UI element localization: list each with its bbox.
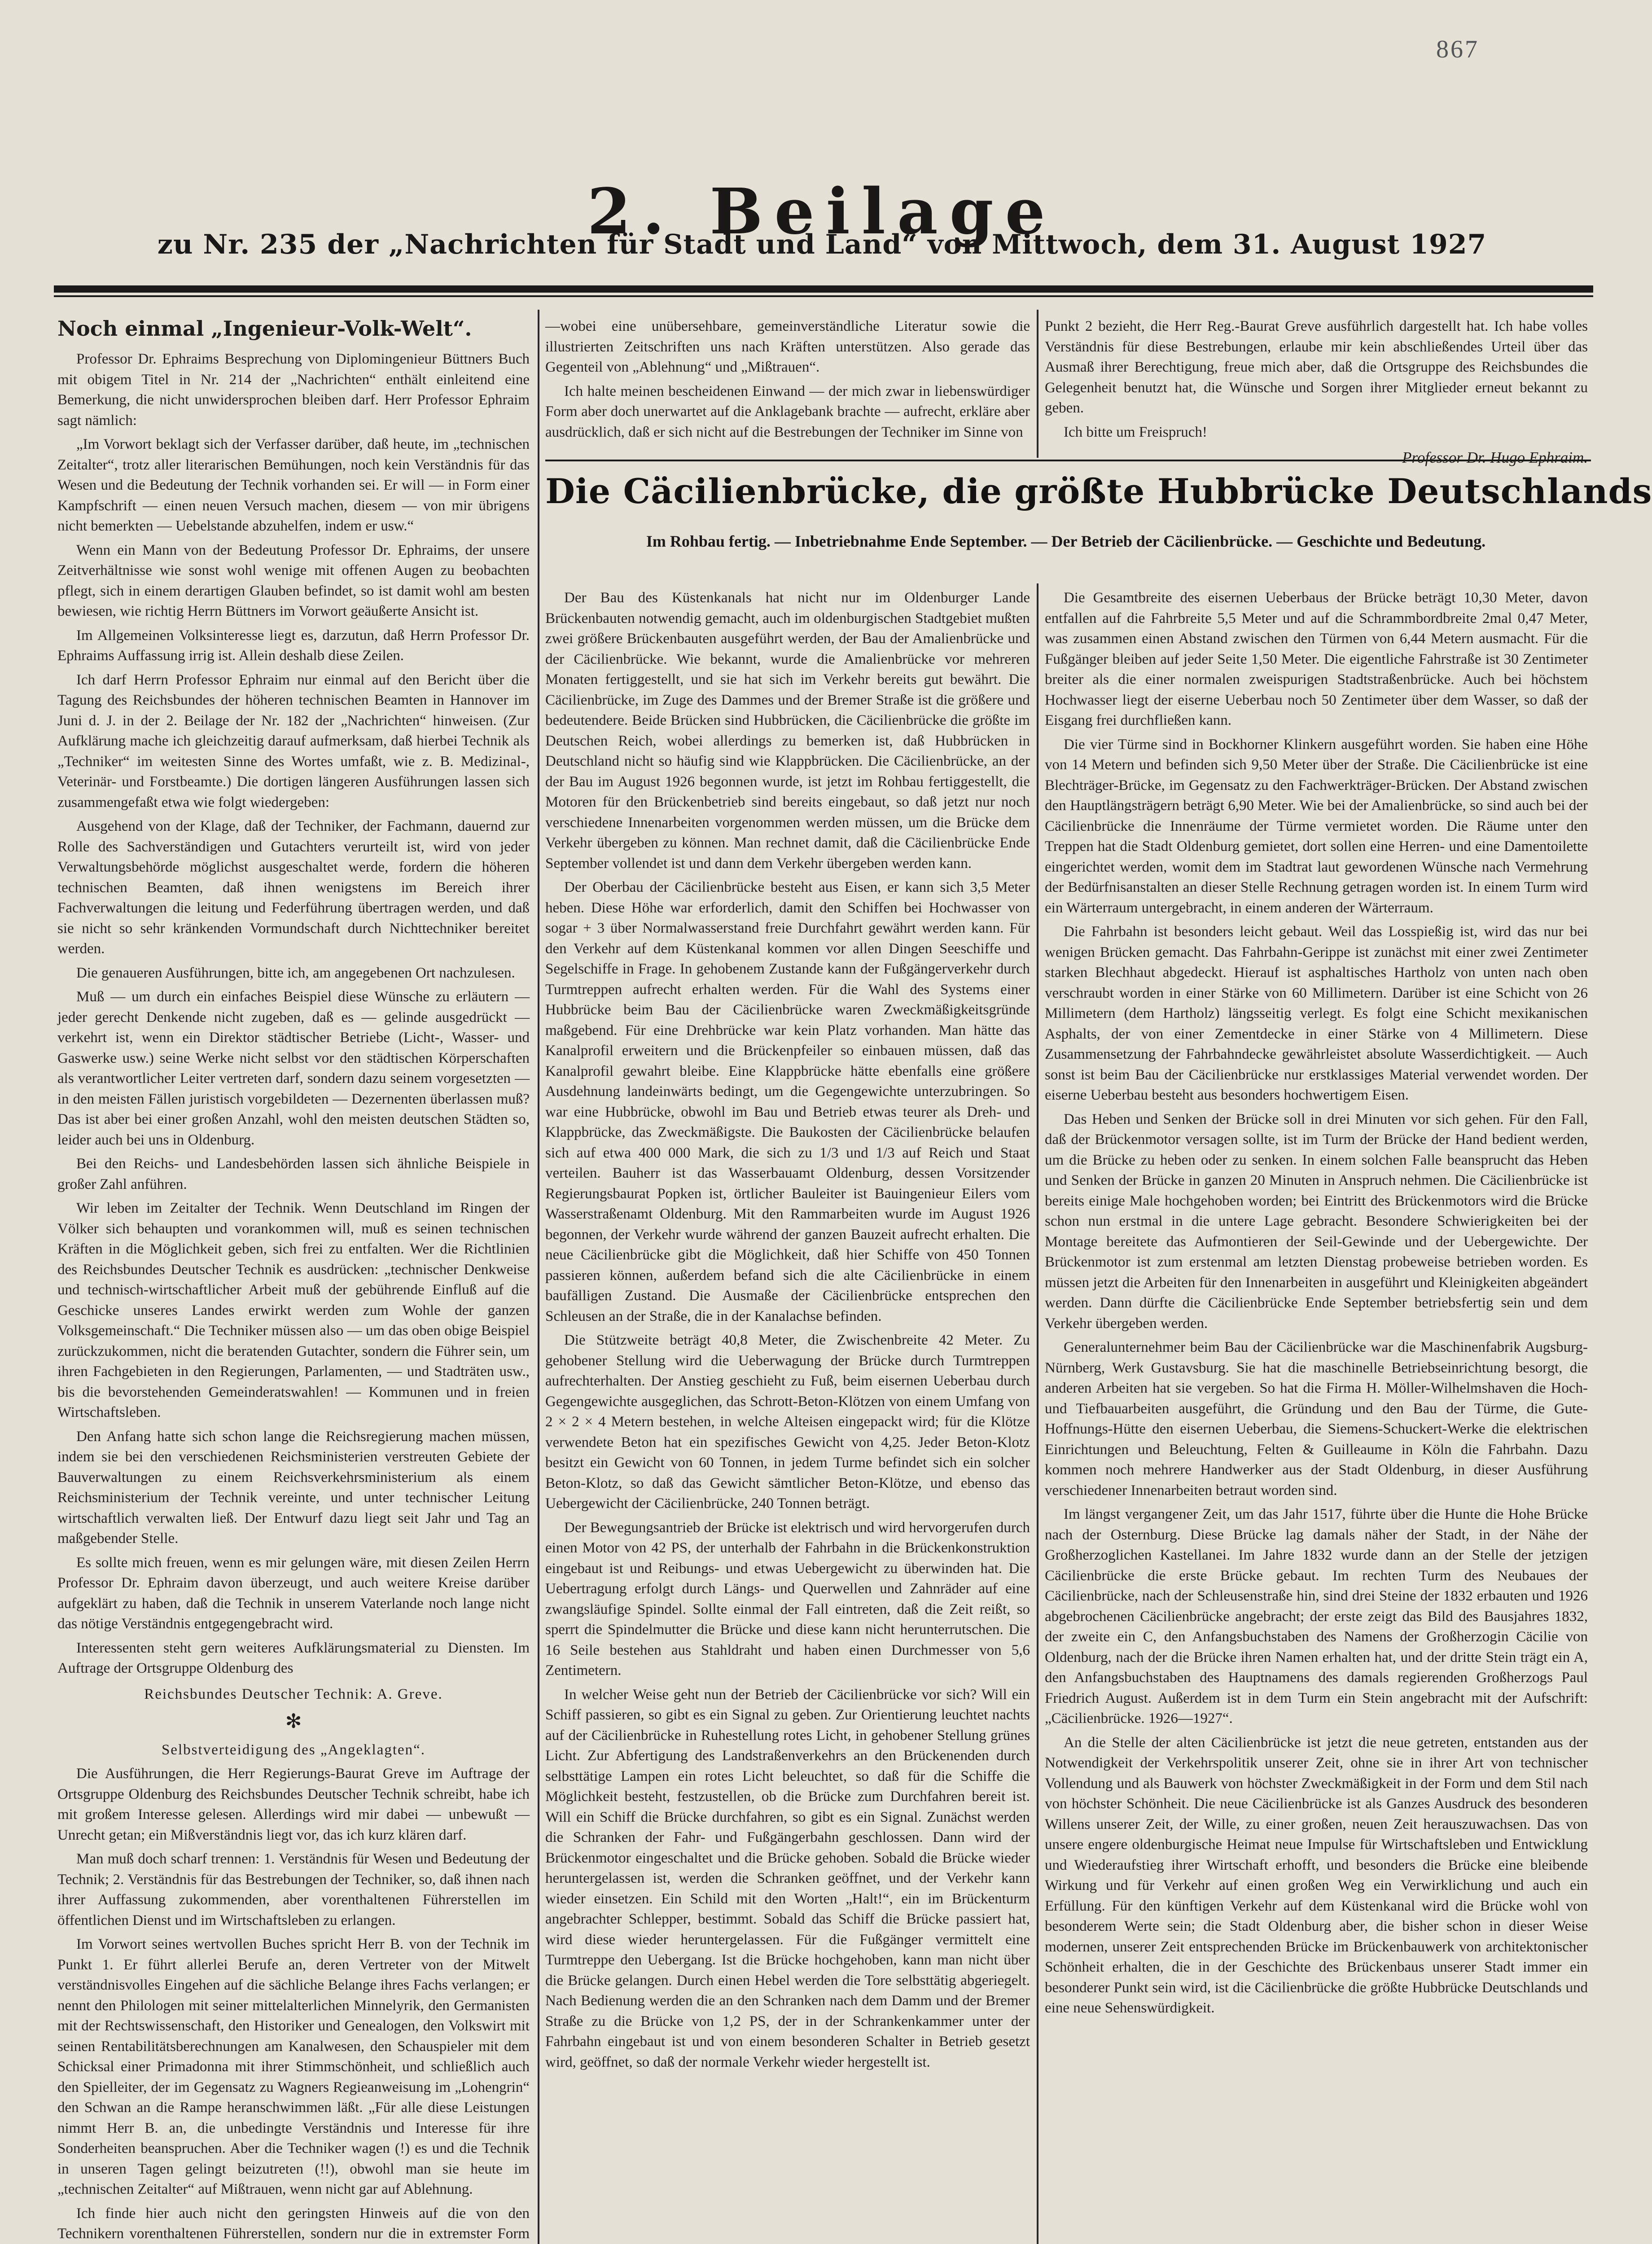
paragraph: Die genaueren Ausführungen, bitte ich, am angegebenen Ort nachzulesen. [76,964,515,981]
section-asterisk: ✻ [285,1709,302,1733]
article-column-right [1045,588,1588,2244]
paragraph: Wenn ein Mann von der Bedeutung Professor Dr. Ephraims, der unsere Zeitverhältnisse wie sonst wohl wenige mit offenen Augen zu beobachten pflegt, sich in einem derartigen Glauben befindet, so ist damit wohl am besten bewiesen, wie richtig Herrn Büttners im Vorwort geäußerte Ansicht ist. [57,542,530,620]
paragraph: Man muß doch scharf trennen: 1. Verständnis für Wesen und Bedeutung der Technik; 2. Verständnis für das Bestrebungen der Techniker, so, daß ihnen nach ihrer Auffassung zukommenden, aber vorenthaltenen Führerstellen im öffentlichen Dienst und im Wirtschaftsleben zu erlangen. [57,1851,530,1928]
column-divider-right [1037,583,1039,2244]
header-rule-thick [54,285,1593,293]
paragraph: Generalunternehmer beim Bau der Cäcilienbrücke war die Maschinenfabrik Augsburg-Nürnberg, Werk Gustavsburg. Sie hat die maschinelle Betriebseinrichtung besorgt, die anderen Arbeiten hat sie vergeben. So hat die Firma H. Möller-Wilhelmshaven die Hoch- und Tiefbauarbeiten ausgeführt, die Gründung und den Bau der Türme, die Gute-Hoffnungs-Hütte den eisernen Ueberbau, die Siemens-Schuckert-Werke die elektrischen Einrichtungen und Beleuchtung, Felten & Guilleaume in Köln die Fahrbahn. Dazu kommen noch mehrere Handwerker aus der Stadt Oldenburg, in dieser Ausführung verschiedener Innenarbeiten betraut worden sind. [1045,1339,1588,1499]
section-heading-selbstverteidigung: Selbstverteidigung des „Angeklagten“. [161,1741,426,1758]
paragraph: Punkt 2 bezieht, die Herr Reg.-Baurat Greve ausführlich dargestellt hat. Ich habe volles Verständnis für diese Bestrebungen, erlaube mir kein abschließendes Urteil über das Ausmaß ihrer Berechtigung, freue mich aber, daß die Ortsgruppe des Reichsbundes die Gelegenheit benutzt hat, die Wünsche und Sorgen ihrer Mitglieder erneut bekannt zu geben. [1045,318,1588,416]
paragraph: Die Ausführungen, die Herr Regierungs-Baurat Greve im Auftrage der Ortsgruppe Oldenburg des Reichsbundes Deutscher Technik schreibt, habe ich mit großem Interesse gelesen. Allerdings wird mir dabei — unbewußt — Unrecht getan; ein Mißverständnis liegt vor, das ich kurz klären darf. [57,1766,530,1843]
paragraph: An die Stelle der alten Cäcilienbrücke ist jetzt die neue getreten, entstanden aus der Notwendigkeit der Verkehrspolitik unserer Zeit, ohne sie in ihrer Art von technischer Vollendung und als Bauwerk von höchster Zweckmäßigkeit in der Form und dem Stil nach von höchster Schönheit. Die neue Cäcilienbrücke ist als Ganzes Ausdruck des besonderen Willens unserer Zeit, der Wille, zu einer großen, neuen Zeit herauszuwachsen. Das von unsere engere oldenburgische Heimat neue Impulse für Wirtschaftsleben und Entwicklung und Wiederaufstieg ihrer Wirtschaft erhofft, und besonders die Brücke eine bleibende Wirkung und für Verkehr auf einen großen Weg ein Verwirklichung und auch ein Erfüllung. Für den künftigen Verkehr auf dem Küstenkanal wird die Brücke wohl von besonderem Werte sein; die Stadt Oldenburg aber, die bisher schon in dieser Weise modernen, unserer Zeit entsprechenden Brücke im Brückenbauwerk von architektonischer Schönheit erhalten, die in der Geschichte des Brückenbaus unserer Stadt immer ein besonderer Punkt sein wird, ist die Cäcilienbrücke die größte Hubbrücke Deutschlands und eine neue Sehenswürdigkeit. [1045,1734,1588,2016]
paragraph: Im längst vergangener Zeit, um das Jahr 1517, führte über die Hunte die Hohe Brücke nach der Osternburg. Diese Brücke lag damals näher der Stadt, in der Nähe der Großherzoglichen Kastellanei. Im Jahre 1832 wurde dann an der Stelle der jetzigen Cäcilienbrücke die erste Brücke gebaut. Im rechten Turm des Neubaues der Cäcilienbrücke, nach der Schleusenstraße hin, sind drei Steine der 1832 erbauten und 1926 abgebrochenen Cäcilienbrücke angebracht; der erste zeigt das Bild des Bausjahres 1832, der zweite ein C, den Anfangsbuchstaben des Namens der Großherzogin Cäcilie von Oldenburg, nach der die Brücke ihren Namen erhalten hat, und der dritte Stein trägt ein A, den Anfangsbuchstaben des Hauptnamens des damals regierenden Großherzogs Paul Friedrich August. Außerdem ist in dem Turm ein Stein angebracht mit der Aufschrift: „Cäcilienbrücke. 1926—1927“. [1045,1506,1588,1727]
paragraph: Professor Dr. Ephraims Besprechung von Diplomingenieur Büttners Buch mit obigem Titel in Nr. 214 der „Nachrichten“ enthält einleitend eine Bemerkung, die nicht unwidersprochen bleiben darf. Herr Professor Ephraim sagt nämlich: [57,351,530,429]
paragraph: Die Stützweite beträgt 40,8 Meter, die Zwischenbreite 42 Meter. Zu gehobener Stellung wird die Ueberwagung der Brücke durch Turmtreppen aufrechterhalten. Der Anstieg geschieht zu Fuß, beim eisernen Ueberbau durch Gegengewichte ausgeglichen, das Schrott-Beton-Klötzen von einem Umfang von 2 × 2 × 4 Metern bestehen, in welche Alteisen eingepackt wird; für die Klötze verwendete Beton hat ein spezifisches Gewicht von 4,25. Jeder Beton-Klotz besitzt ein Gewicht von 60 Tonnen, in jedem Turme befindet sich ein solcher Beton-Klotz, so daß das Gewicht sämtlicher Beton-Klötze, und ebenso das Uebergewicht der Cäcilienbrücke, 240 Tonnen beträgt. [545,1332,1030,1512]
paragraph: Interessenten steht gern weiteres Aufklärungsmaterial zu Diensten. Im Auftrage der Ortsgruppe Oldenburg des [57,1639,530,1677]
paragraph: —wobei eine unübersehbare, gemeinverständliche Literatur sowie die illustrierten Zeitschriften uns nach Kräften unterstützen. Also gerade das Gegenteil von „Ablehnung“ und „Mißtrauen“. [545,318,1030,375]
signature-ephraim: Professor Dr. Hugo Ephraim. [1402,449,1588,466]
paragraph: „Im Vorwort beklagt sich der Verfasser darüber, daß heute, im „technischen Zeitalter“, trotz aller literarischen Bemühungen, noch kein Verständnis für das Wesen und die Bedeutung der Technik vorhanden sei. Er will — in Form einer Kampfschrift — einen neuen Versuch machen, diesem — von mir übrigens nicht bemerkten — Uebelstande abzuhelfen, indem er usw.“ [57,436,530,535]
header-rule-thin [54,295,1593,297]
supplement-subtitle: zu Nr. 235 der „Nachrichten für Stadt und Land“ von Mittwoch, dem 31. August 1927 [157,229,1487,260]
paragraph: Ich halte meinen bescheidenen Einwand — der mich zwar in liebenswürdiger Form aber doch unerwartet auf die Anklagebank brachte — aufrecht, erkläre aber ausdrücklich, daß er sich nicht auf die Bestrebungen der Techniker im Sinne von [545,383,1030,440]
column-divider-left [538,310,539,2244]
article-headline: Die Cäcilienbrücke, die größte Hubbrücke Deutschlands [545,471,1652,511]
article-heading-ingenieur: Noch einmal „Ingenieur-Volk-Welt“. [57,316,472,341]
paragraph: Der Oberbau der Cäcilienbrücke besteht aus Eisen, er kann sich 3,5 Meter heben. Diese Höhe war erforderlich, damit den Schiffen bei Hochwasser von sogar + 3 über Normalwasserstand freie Durchfahrt gewährt werden kann. Für den Verkehr auf dem Küstenkanal kommen vor allen Dingen Seeschiffe und Segelschiffe in Frage. In gehobenem Zustande kann der Fußgängerverkehr durch Turmtreppen aufrecht erhalten werden. Für die Wahl des Systems einer Hubbrücke beim Bau der Cäcilienbrücke waren Zweckmäßigkeitsgründe maßgebend. Für eine Drehbrücke war kein Platz vorhanden. Man hätte das Kanalprofil erweitern und die Brückenpfeiler so einbauen müssen, daß das Kanalprofil gewahrt bleibe. Eine Klappbrücke hätte ebenfalls eine größere Ausdehnung landeinwärts bedingt, um die Gegengewichte unterzubringen. So war eine Hubbrücke, obwohl im Bau und Betrieb etwas teurer als Dreh- und Klappbrücke, das Zweckmäßigste. Die Baukosten der Cäcilienbrücke belaufen sich auf etwa 400 000 Mark, die sich zu 1/3 und 1/3 auf Reich und Staat verteilen. Bauherr ist das Wasserbauamt Oldenburg, dessen Vorsitzender Regierungsbaurat Popken ist, örtlicher Bauleiter ist Bauingenieur Eilers vom Wasserstraßenamt Oldenburg. Mit den Rammarbeiten wurde im August 1926 begonnen, der Verkehr wurde während der ganzen Bauzeit aufrecht erhalten. Die neue Cäcilienbrücke gibt die Möglichkeit, daß hier Schiffe von 450 Tonnen passieren können, außerdem befand sich die alte Cäcilienbrücke in einem baufälligen Zustand. Die Ausmaße der Cäcilienbrücke entsprechen den Schleusen an der Straße, die in der Kanalachse befinden. [545,879,1030,1324]
left-column [57,316,530,2244]
paragraph: Wir leben im Zeitalter der Technik. Wenn Deutschland im Ringen der Völker sich behaupten und vorankommen will, muß es seinen technischen Kräften in die Möglichkeit geben, sich frei zu entfalten. Wer die Richtlinien des Reichsbundes Deutscher Technik es ausdrücken: „technischer Denkweise und technisch-wirtschaftlicher Arbeit muß der gebührende Einfluß auf die Geschicke unseres Landes erwirkt werden zum Wohle der ganzen Volksgemeinschaft.“ Die Techniker müssen also — um das oben obige Beispiel zurückzukommen, nicht die beratenden Gutachter, sondern die Führer sein, um ihren Fachgebieten in den Regierungen, Parlamenten, — und Stadträten usw., bis die bevorstehenden Gemeinderatswahlen! — Kommunen und in freien Wirtschaftsleben. [57,1200,530,1421]
right-column-top [1045,316,1588,466]
page-number: 867 [1436,35,1479,63]
paragraph: Ich darf Herrn Professor Ephraim nur einmal auf den Bericht über die Tagung des Reichsbundes der höheren technischen Beamten in Hannover im Juni d. J. in der 2. Beilage der Nr. 182 der „Nachrichten“ hinweisen. (Zur Aufklärung mache ich gleichzeitig darauf aufmerksam, daß hierbei Technik als „Techniker“ im weitesten Sinne des Wortes umfaßt, wie z. B. Medizinal-, Veterinär- und Forstbeamte.) Die dortigen längeren Ausführungen lassen sich zusammengefaßt etwa wie folgt wiedergeben: [57,671,530,811]
paragraph: Den Anfang hatte sich schon lange die Reichsregierung machen müssen, indem sie bei den verschiedenen Reichsministerien verstreuten Gebiete der Bauverwaltungen zu einem Reichsverkehrsministerium als einem Reichsministerium der Technik vereinte, und unter technischer Leitung wirtschaftlich verwalten ließ. Der Entwurf dazu liegt seit Jahr und Tag an maßgebender Stelle. [57,1428,530,1547]
paragraph: Der Bewegungsantrieb der Brücke ist elektrisch und wird hervorgerufen durch einen Motor von 42 PS, der unterhalb der Fahrbahn in die Brückenkonstruktion eingebaut ist und Reibungs- und etwas Uebergewicht zu überwinden hat. Die Uebertragung erfolgt durch Längs- und Querwellen und Zahnräder auf eine zwangsläufige Spindel. Sollte einmal der Fall eintreten, daß die Zeit reißt, so sperrt die Spindelmutter die Brücke und diese kann nicht herunterrutschen. Die 16 Seile bestehen aus Stahldraht und haben einen Durchmesser von 5,6 Zentimetern. [545,1519,1030,1679]
column-divider-top-right [1037,310,1039,458]
paragraph: Ich finde hier auch nicht den geringsten Hinweis auf die von den Technikern vorenthaltenen Führerstellen, sondern nur die in extremster Form [57,2205,530,2242]
paragraph: Ich bitte um Freispruch! [1064,424,1207,440]
paragraph: Bei den Reichs- und Landesbehörden lassen sich ähnliche Beispiele in großer Zahl anführen. [57,1156,530,1192]
paragraph: Ausgehend von der Klage, daß der Techniker, der Fachmann, dauernd zur Rolle des Sachverständigen und Gutachters verurteilt ist, wird von jeder Verwaltungsbehörde möglichst ausgeschaltet werde, fordern die höheren technischen Beamten, daß ihnen wenigstens im Bereich ihrer Fachverwaltungen die leitung und Federführung übertragen werden, und daß sie nicht so sehr kränkenden Vormundschaft durch Nichttechniker bereitet werden. [57,818,530,957]
paragraph: Die vier Türme sind in Bockhorner Klinkern ausgeführt worden. Sie haben eine Höhe von 14 Metern und befinden sich 9,50 Meter über der Straße. Die Cäcilienbrücke ist eine Blechträger-Brücke, im Gegensatz zu den Fachwerkträger-Brücken. Der Abstand zwischen den Hauptlängsträgern beträgt 6,90 Meter. Wie bei der Amalienbrücke, so sind auch bei der Cäcilienbrücke die Innenräume der Türme vermietet worden. Die Räume unter den Treppen hat die Stadt Oldenburg gemietet, dort sollen eine Herren- und eine Damentoilette eingerichtet werden, womit dem im Stadtrat laut gewordenen Wünsche nach Vermehrung der Bedürfnisanstalten an dieser Stelle Rechnung getragen worden ist. In einem Turm wird ein Wärterraum untergebracht, in einem anderen der Wärterraum. [1045,736,1588,916]
article-column-middle [545,588,1030,2244]
paragraph: Die Gesamtbreite des eisernen Ueberbaus der Brücke beträgt 10,30 Meter, davon entfallen auf die Fahrbreite 5,5 Meter und auf die Schrammbordbreite 2mal 0,47 Meter, was zusammen einen Abstand zwischen den Türmen von 6,44 Metern ausmacht. Für die Fußgänger bleiben auf jeder Seite 1,50 Meter. Die eigentliche Fahrstraße ist 30 Zentimeter breiter als die einer normalen zweispurigen Stadtstraßenbrücke. Auch bei höchstem Hochwasser liegt der eiserne Ueberbau noch 50 Zentimeter über dem Wasser, so daß der Eisgang frei durchfließen kann. [1045,590,1588,728]
signature-greve: Reichsbundes Deutscher Technik: A. Greve. [144,1686,443,1702]
article-deck: Im Rohbau fertig. — Inbetriebnahme Ende September. — Der Betrieb der Cäcilienbrücke. — Geschichte und Bedeutung. [646,532,1486,550]
paragraph: Der Bau des Küstenkanals hat nicht nur im Oldenburger Lande Brückenbauten notwendig gemacht, auch im oldenburgischen Stadtgebiet mußten zwei größere Brückenbauten ausgeführt werden, der Bau der Amalienbrücke und der Cäcilienbrücke. Wie bekannt, wurde die Amalienbrücke vor mehreren Monaten fertiggestellt, und sie hat sich im Verkehr bereits gut bewährt. Die Cäcilienbrücke, im Zuge des Dammes und der Bremer Straße ist die größere und bedeutendere. Beide Brücken sind Hubbrücken, die Cäcilienbrücke die größte im Deutschen Reich, wobei allerdings zu bemerken ist, daß Hubbrücken in Deutschland nicht so häufig sind wie Klappbrücken. Die Cäcilienbrücke, an der der Bau im August 1926 begonnen wurde, ist jetzt im Rohbau fertiggestellt, die Motoren für den Brückenbetrieb sind bereits eingebaut, so daß jetzt nur noch verschiedene Innenarbeiten vorgenommen werden müssen, um die Brücke dem Verkehr übergeben zu können. Man rechnet damit, daß die Cäcilienbrücke Ende September vollendet ist und dann dem Verkehr übergeben werden kann. [545,590,1030,872]
paragraph: Die Fahrbahn ist besonders leicht gebaut. Weil das Losspießig ist, wird das nur bei wenigen Brücken gemacht. Das Fahrbahn-Gerippe ist zunächst mit einer zwei Zentimeter starken Blechhaut abgedeckt. Hierauf ist asphaltisches Hartholz von unten nach oben verschraubt worden in einer Stärke von 60 Millimetern. Darüber ist eine Schicht von 26 Millimetern (dem Hartholz) längsseitig verlegt. Es folgt eine Schicht mexikanischen Asphalts, der von einer Zementdecke in einer Stärke von 4 Millimetern. Diese Zusammensetzung der Fahrbahndecke gewährleistet absolute Wasserdichtigkeit. — Auch sonst ist beim Bau der Cäcilienbrücke nur erstklassiges Material verwendet worden. Der eiserne Ueberbau besteht aus besonders hochwertigem Eisen. [1045,924,1588,1103]
paragraph: Es sollte mich freuen, wenn es mir gelungen wäre, mit diesen Zeilen Herrn Professor Dr. Ephraim davon überzeugt, und auch weitere Kreise darüber aufgeklärt zu haben, daß die Technik in unserem Vaterlande noch lange nicht das nötige Verständnis entgegengebracht wird. [57,1554,530,1632]
paragraph: Das Heben und Senken der Brücke soll in drei Minuten vor sich gehen. Für den Fall, daß der Brückenmotor versagen sollte, ist im Turm der Brücke der Hand bedient werden, um die Brücke zu heben oder zu senken. In einem solchen Falle beansprucht das Heben und Senken der Brücke in ganzen 20 Minuten in Anspruch nehmen. Die Cäcilienbrücke ist bereits einige Male hochgehoben worden; bei Eintritt des Brückenmotors wird die Brücke schon nun erstmal in die untere Lage gebracht. Besondere Schwierigkeiten bei der Montage bereitete das Aufmontieren der Seil-Gewinde und der Uebergewichte. Der Brückenmotor ist zum erstenmal am letzten Dienstag probeweise betrieben worden. Es müssen jetzt die Arbeiten für den Innenarbeiten in ausgeführt und Kleinigkeiten abgeändert werden. Dann dürfte die Cäcilienbrücke Ende September betriebsfertig sein und dem Verkehr übergeben werden. [1045,1111,1588,1332]
supplement-title: 2. Beilage [587,175,1057,249]
paragraph: In welcher Weise geht nun der Betrieb der Cäcilienbrücke vor sich? Will ein Schiff passieren, so gibt es ein Signal zu geben. Zur Orientierung leuchtet nachts auf der Cäcilienbrücke in Ruhestellung rotes Licht, in gehobener Stellung grünes Licht. Zur Abfertigung des Landstraßenverkehrs an den Brückenenden durch selbsttätige Lampen ein rotes Licht beleuchtet, so daß für die Schiffe die Möglichkeit besteht, festzustellen, ob die Brücke zum Durchfahren bereit ist. Will ein Schiff die Brücke durchfahren, so gibt es ein Signal. Zunächst werden die Schranken der Fahr- und Fußgängerbahn geschlossen. Dann wird der Brückenmotor eingeschaltet und die Brücke gehoben. Sobald die Brücke wieder heruntergelassen ist, werden die Schranken geöffnet, und der Verkehr kann wieder einsetzen. Ein Schild mit den Worten „Halt!“, ein im Brückenturm angebrachter Schlepper, bestimmt. Sobald das Schiff die Brücke passiert hat, wird diese wieder heruntergelassen. Für die Fußgänger vermittelt eine Turmtreppe den Uebergang. Ist die Brücke hochgehoben, kann man nicht über die Brücke gelangen. Durch einen Hebel werden die Tore selbsttätig abgeriegelt. Nach Bedienung werden die an den Schranken nach dem Damm und der Bremer Straße zu die Brücke von 1,2 PS, der in der Schrankenkammer unter der Fahrbahn eingebaut ist und von einem besonderen Schalter in Betrieb gesetzt wird, geöffnet, so daß der normale Verkehr wieder hergestellt ist. [545,1686,1030,2070]
middle-column-top [545,316,1030,456]
paragraph: Im Vorwort seines wertvollen Buches spricht Herr B. von der Technik im Punkt 1. Er führt allerlei Berufe an, deren Vertreter von der Mitwelt verständnisvolles Eingehen auf die sächliche Belange ihres Fachs verlangen; er nennt den Philologen mit seiner mittelalterlichen Minnelyrik, den Germanisten mit der Rechtswissenschaft, den Historiker und Genealogen, den Volkswirt mit seinen Rentabilitätsberechnungen am Kanalwesen, den Schauspieler mit dem Schicksal einer Primadonna mit ihrer Stimmschönheit, und schließlich auch den Spielleiter, der im Gegensatz zu Wagners Regieanweisung im „Lohengrin“ den Schwan an die Rampe heranschwimmen läßt. „Für alle diese Leistungen nimmt Herr B. an, die unbedingte Verständnis und Interesse für ihre Sonderheiten beanspruchen. Aber die Techniker wagen (!) es und die Technik in unseren Tagen gelingt beizutreten (!!), obwohl man sie heute im „technischen Zeitalter“ auf Mißtrauen, wenn nicht gar auf Ablehnung. [57,1936,530,2198]
paragraph: Im Allgemeinen Volksinteresse liegt es, darzutun, daß Herrn Professor Dr. Ephraims Auffassung irrig ist. Allein deshalb diese Zeilen. [57,627,530,664]
paragraph: Muß — um durch ein einfaches Beispiel diese Wünsche zu erläutern — jeder gerecht Denkende nicht zugeben, daß es — gelinde ausgedrückt — verkehrt ist, wenn ein Direktor städtischer Betriebe (Licht-, Wasser- und Gaswerke usw.) seine Werke nicht selbst vor den städtischen Körperschaften als verantwortlicher Leiter vertreten darf, sondern dazu seinem vorgesetzten — in den meisten Fällen juristisch vorgebildeten — Dezernenten überlassen muß? Das ist aber bei einer großen Anzahl, wohl den meisten deutschen Städten so, leider auch bei uns in Oldenburg. [57,989,530,1148]
